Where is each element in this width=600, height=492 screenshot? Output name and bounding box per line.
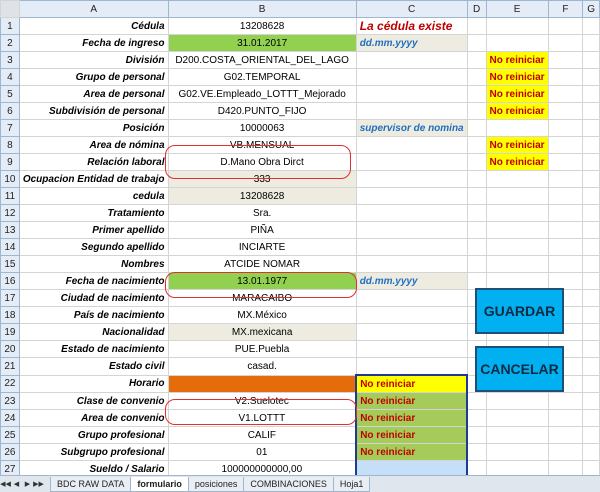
date-value-cell[interactable]: 31.01.2017 (168, 35, 356, 52)
row-header[interactable]: 18 (1, 307, 20, 324)
field-value-cell[interactable]: PIÑA (168, 222, 356, 239)
column-header[interactable]: E (486, 1, 548, 18)
select-all-corner[interactable] (1, 1, 20, 18)
sheet-tab-bar (0, 475, 600, 492)
row-header[interactable]: 10 (1, 171, 20, 188)
column-header[interactable]: C (356, 1, 467, 18)
row-header[interactable]: 7 (1, 120, 20, 137)
row-header[interactable]: 15 (1, 256, 20, 273)
row-header[interactable]: 21 (1, 358, 20, 376)
field-value-cell[interactable]: D420.PUNTO_FIJO (168, 103, 356, 120)
field-value-cell[interactable]: D200.COSTA_ORIENTAL_DEL_LAGO (168, 52, 356, 69)
row-header[interactable]: 19 (1, 324, 20, 341)
field-value-cell[interactable]: 333 (168, 171, 356, 188)
row-header[interactable]: 1 (1, 18, 20, 35)
column-header[interactable]: B (168, 1, 356, 18)
row-header[interactable]: 4 (1, 69, 20, 86)
field-label[interactable]: Tratamiento (19, 205, 168, 222)
field-value-cell[interactable]: G02.TEMPORAL (168, 69, 356, 86)
row-header[interactable]: 13 (1, 222, 20, 239)
field-value-cell[interactable]: 13208628 (168, 188, 356, 205)
field-label[interactable]: Grupo profesional (19, 427, 168, 444)
row-header[interactable]: 12 (1, 205, 20, 222)
guardar-button[interactable]: GUARDAR (475, 288, 564, 334)
next-sheet-icon[interactable]: ▶ (24, 481, 31, 488)
field-label[interactable]: Grupo de personal (19, 69, 168, 86)
row-header[interactable]: 27 (1, 461, 20, 476)
field-label[interactable]: Cédula (19, 18, 168, 35)
prev-sheet-icon[interactable]: ◀ (13, 481, 20, 488)
cedula-value-cell[interactable]: 13208628 (168, 18, 356, 35)
field-value-cell[interactable]: PUE.Puebla (168, 341, 356, 358)
field-label[interactable]: Ciudad de nacimiento (19, 290, 168, 307)
field-label[interactable]: Sueldo / Salario (19, 461, 168, 476)
row-header[interactable]: 20 (1, 341, 20, 358)
field-label[interactable]: Horario (19, 375, 168, 393)
row-header[interactable]: 25 (1, 427, 20, 444)
row-header[interactable]: 3 (1, 52, 20, 69)
field-value-cell[interactable]: Sra. (168, 205, 356, 222)
field-label[interactable]: Subdivisión de personal (19, 103, 168, 120)
cancelar-button[interactable]: CANCELAR (475, 346, 564, 392)
no-reiniciar-flag[interactable]: No reiniciar (486, 52, 548, 69)
field-value-cell[interactable]: INCIARTE (168, 239, 356, 256)
tab-formulario[interactable]: formulario (130, 477, 189, 492)
row-header[interactable]: 24 (1, 410, 20, 427)
schedule-value-cell[interactable] (168, 375, 356, 393)
field-value-cell[interactable]: casad. (168, 358, 356, 376)
tab-combinaciones[interactable]: COMBINACIONES (243, 477, 334, 492)
no-reiniciar-flag[interactable]: No reiniciar (486, 69, 548, 86)
row-header[interactable]: 2 (1, 35, 20, 52)
row-header[interactable]: 22 (1, 375, 20, 393)
row-header[interactable]: 26 (1, 444, 20, 461)
field-label[interactable]: Estado civil (19, 358, 168, 376)
field-label[interactable]: Posición (19, 120, 168, 137)
row-header[interactable]: 9 (1, 154, 20, 171)
field-value-cell[interactable]: MARACAIBO (168, 290, 356, 307)
no-reiniciar-flag[interactable]: No reiniciar (356, 410, 467, 427)
row-header[interactable]: 23 (1, 393, 20, 410)
last-sheet-icon[interactable]: ▶▶ (33, 481, 44, 488)
tab-posiciones[interactable]: posiciones (188, 477, 245, 492)
date-value-cell[interactable]: 13.01.1977 (168, 273, 356, 290)
field-label[interactable]: Nombres (19, 256, 168, 273)
field-label[interactable]: Segundo apellido (19, 239, 168, 256)
no-reiniciar-flag[interactable]: No reiniciar (486, 86, 548, 103)
field-label[interactable]: cedula (19, 188, 168, 205)
field-label[interactable]: Clase de convenio (19, 393, 168, 410)
row-header[interactable]: 14 (1, 239, 20, 256)
column-header[interactable]: F (548, 1, 583, 18)
field-label[interactable]: Ocupacion Entidad de trabajo (19, 171, 168, 188)
field-value-cell[interactable]: MX.México (168, 307, 356, 324)
row-header[interactable]: 16 (1, 273, 20, 290)
no-reiniciar-flag[interactable]: No reiniciar (356, 375, 467, 393)
row-header[interactable]: 6 (1, 103, 20, 120)
tab-bdc-raw-data[interactable]: BDC RAW DATA (50, 477, 131, 492)
column-header[interactable]: G (583, 1, 600, 18)
tab-hoja1[interactable]: Hoja1 (333, 477, 371, 492)
column-header[interactable]: D (467, 1, 486, 18)
field-value-cell[interactable]: V2.Suelotec (168, 393, 356, 410)
row-header[interactable]: 5 (1, 86, 20, 103)
field-label[interactable]: Primer apellido (19, 222, 168, 239)
field-value-cell[interactable]: ATCIDE NOMAR (168, 256, 356, 273)
field-label[interactable]: Area de nómina (19, 137, 168, 154)
no-reiniciar-flag[interactable]: No reiniciar (486, 154, 548, 171)
field-value-cell[interactable]: D.Mano Obra Dirct (168, 154, 356, 171)
field-value-cell[interactable]: 01 (168, 444, 356, 461)
field-value-cell[interactable]: V1.LOTTT (168, 410, 356, 427)
field-label[interactable]: Area de personal (19, 86, 168, 103)
field-label[interactable]: Estado de nacimiento (19, 341, 168, 358)
field-value-cell[interactable]: VB.MENSUAL (168, 137, 356, 154)
field-label[interactable]: Area de convenio (19, 410, 168, 427)
field-label[interactable]: Relación laboral (19, 154, 168, 171)
field-value-cell[interactable]: G02.VE.Empleado_LOTTT_Mejorado (168, 86, 356, 103)
row-header[interactable]: 11 (1, 188, 20, 205)
field-value-cell[interactable]: MX.mexicana (168, 324, 356, 341)
row-header[interactable]: 17 (1, 290, 20, 307)
status-message[interactable]: La cédula existe (356, 18, 467, 35)
first-sheet-icon[interactable]: ◀◀ (0, 481, 11, 488)
field-value-cell[interactable]: 100000000000,00 (168, 461, 356, 476)
field-label[interactable]: Nacionalidad (19, 324, 168, 341)
no-reiniciar-flag[interactable]: No reiniciar (356, 393, 467, 410)
field-label[interactable]: País de nacimiento (19, 307, 168, 324)
field-value-cell[interactable]: CALIF (168, 427, 356, 444)
column-header[interactable]: A (19, 1, 168, 18)
field-label[interactable]: Fecha de ingreso (19, 35, 168, 52)
position-description[interactable]: supervisor de nomina (356, 120, 467, 137)
field-value-cell[interactable]: 10000063 (168, 120, 356, 137)
no-reiniciar-flag[interactable]: No reiniciar (356, 427, 467, 444)
field-label[interactable]: División (19, 52, 168, 69)
field-label[interactable]: Fecha de nacimiento (19, 273, 168, 290)
no-reiniciar-flag[interactable]: No reiniciar (486, 137, 548, 154)
no-reiniciar-flag[interactable]: No reiniciar (356, 444, 467, 461)
date-format-hint[interactable]: dd.mm.yyyy (356, 273, 467, 290)
row-header[interactable]: 8 (1, 137, 20, 154)
date-format-hint[interactable]: dd.mm.yyyy (356, 35, 467, 52)
no-reiniciar-flag[interactable]: No reiniciar (486, 103, 548, 120)
field-label[interactable]: Subgrupo profesional (19, 444, 168, 461)
